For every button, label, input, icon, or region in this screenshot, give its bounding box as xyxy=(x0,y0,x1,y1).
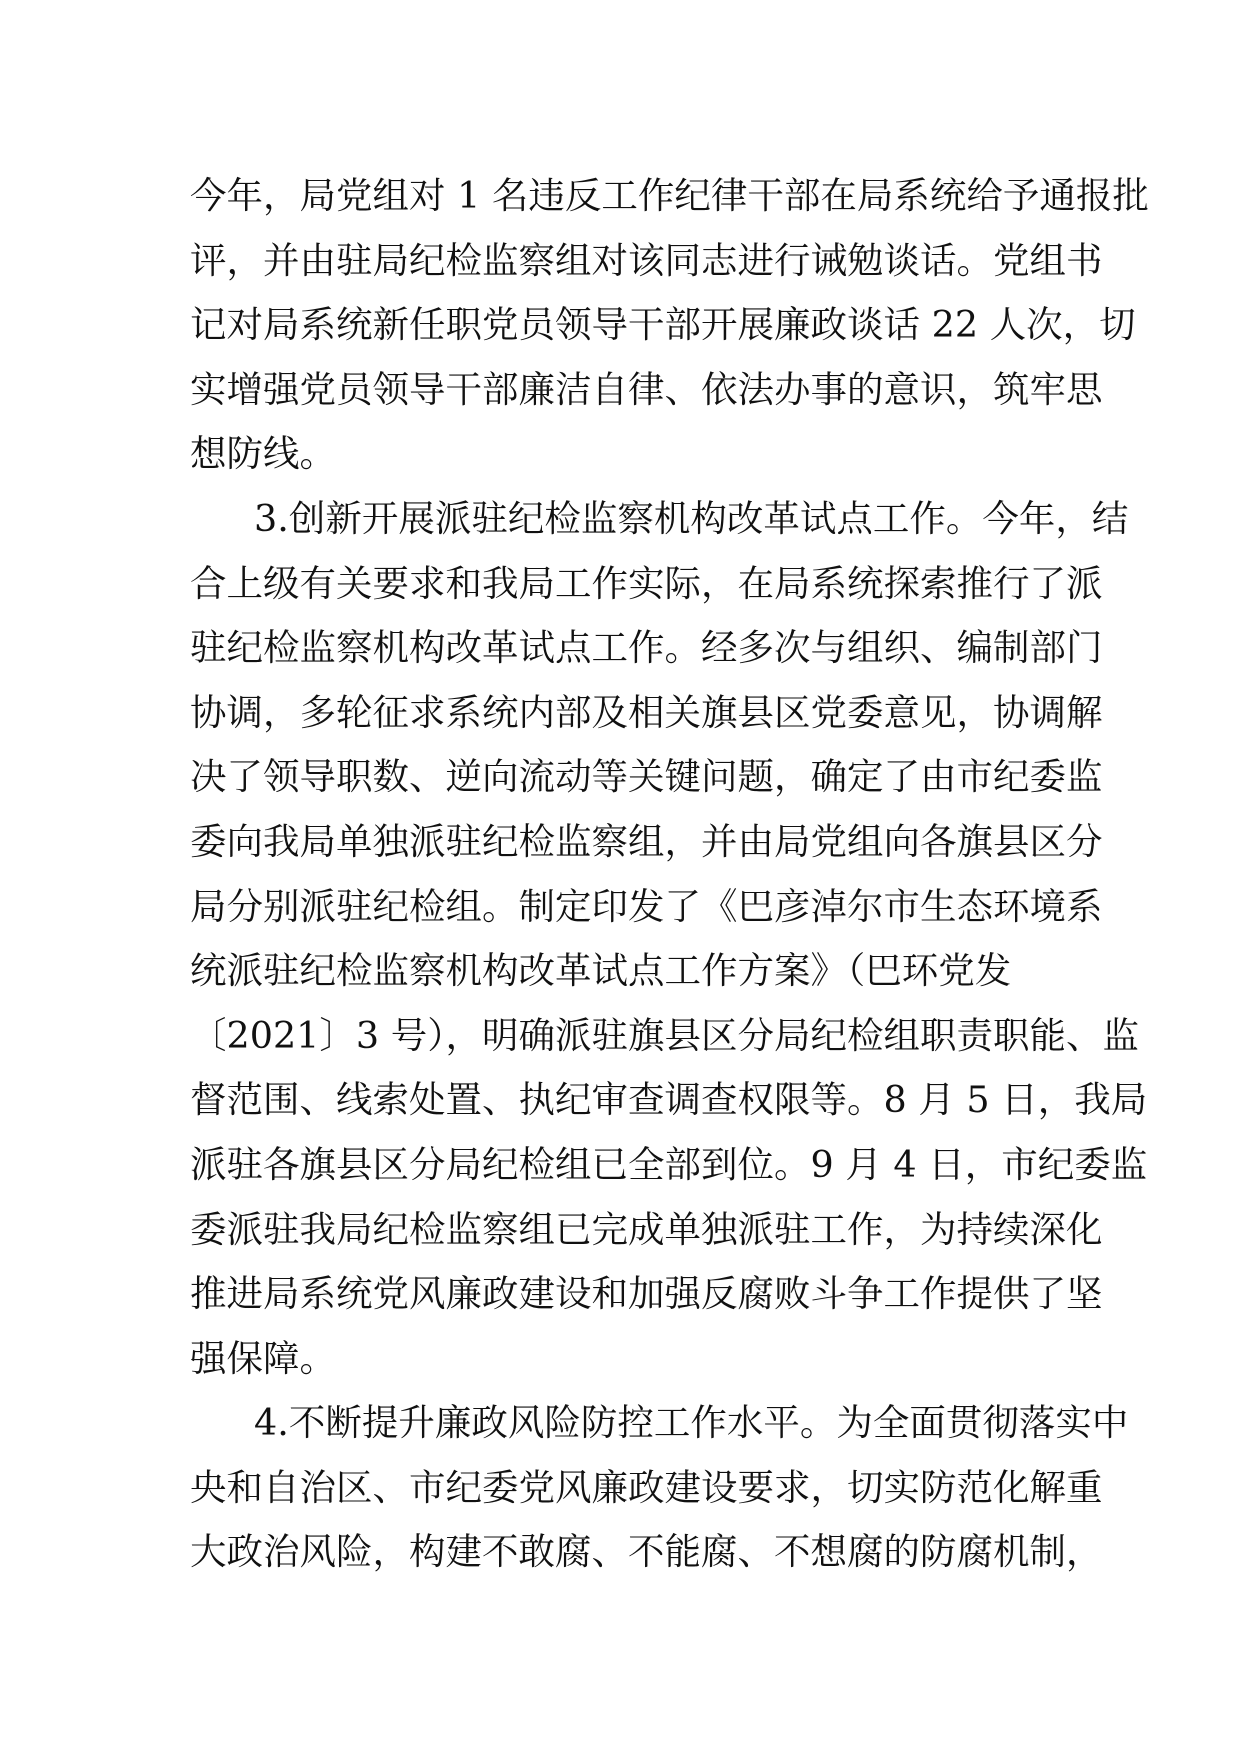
text-line: 局分别派驻纪检组。制定印发了《巴彦淖尔市生态环境系 xyxy=(190,884,1103,928)
document-body xyxy=(190,164,1149,1585)
text-line: 评，并由驻局纪检监察组对该同志进行诫勉谈话。党组书 xyxy=(190,238,1103,282)
paragraph-item-3 xyxy=(190,487,1148,1391)
text-line: 派驻各旗县区分局纪检组已全部到位。9 月 4 日，市纪委监 xyxy=(190,1142,1148,1186)
text-line: 驻纪检监察机构改革试点工作。经多次与组织、编制部门 xyxy=(190,626,1103,670)
text-line: 大政治风险，构建不敢腐、不能腐、不想腐的防腐机制， xyxy=(190,1530,1103,1574)
text-line: 今年，局党组对 1 名违反工作纪律干部在局系统给予通报批 xyxy=(190,174,1149,217)
text-line: 协调，多轮征求系统内部及相关旗县区党委意见，协调解 xyxy=(190,690,1103,734)
text-line: 4.不断提升廉政风险防控工作水平。为全面贯彻落实中 xyxy=(254,1401,1129,1445)
text-line: 统派驻纪检监察机构改革试点工作方案》（巴环党发 xyxy=(190,949,1012,993)
text-line: 央和自治区、市纪委党风廉政建设要求，切实防范化解重 xyxy=(190,1465,1103,1509)
text-line: 强保障。 xyxy=(190,1336,336,1380)
text-line: 合上级有关要求和我局工作实际，在局系统探索推行了派 xyxy=(190,561,1103,605)
text-line: 委向我局单独派驻纪检监察组，并由局党组向各旗县区分 xyxy=(190,819,1103,863)
text-line: 推进局系统党风廉政建设和加强反腐败斗争工作提供了坚 xyxy=(190,1272,1103,1316)
text-line: 实增强党员领导干部廉洁自律、依法办事的意识，筑牢思 xyxy=(190,367,1103,411)
text-line: 想防线。 xyxy=(190,432,336,476)
paragraph-item-4 xyxy=(190,1391,1129,1585)
paragraph-continued xyxy=(190,164,1149,487)
text-line: 决了领导职数、逆向流动等关键问题，确定了由市纪委监 xyxy=(190,755,1103,799)
text-line: 督范围、线索处置、执纪审查调查权限等。8 月 5 日，我局 xyxy=(190,1078,1148,1122)
text-line: 记对局系统新任职党员领导干部开展廉政谈话 22 人次，切 xyxy=(190,303,1136,347)
text-line: 〔2021〕3 号），明确派驻旗县区分局纪检组职责职能、监 xyxy=(190,1013,1139,1057)
text-line: 3.创新开展派驻纪检监察机构改革试点工作。今年，结 xyxy=(254,496,1129,540)
text-line: 委派驻我局纪检监察组已完成单独派驻工作，为持续深化 xyxy=(190,1207,1103,1251)
